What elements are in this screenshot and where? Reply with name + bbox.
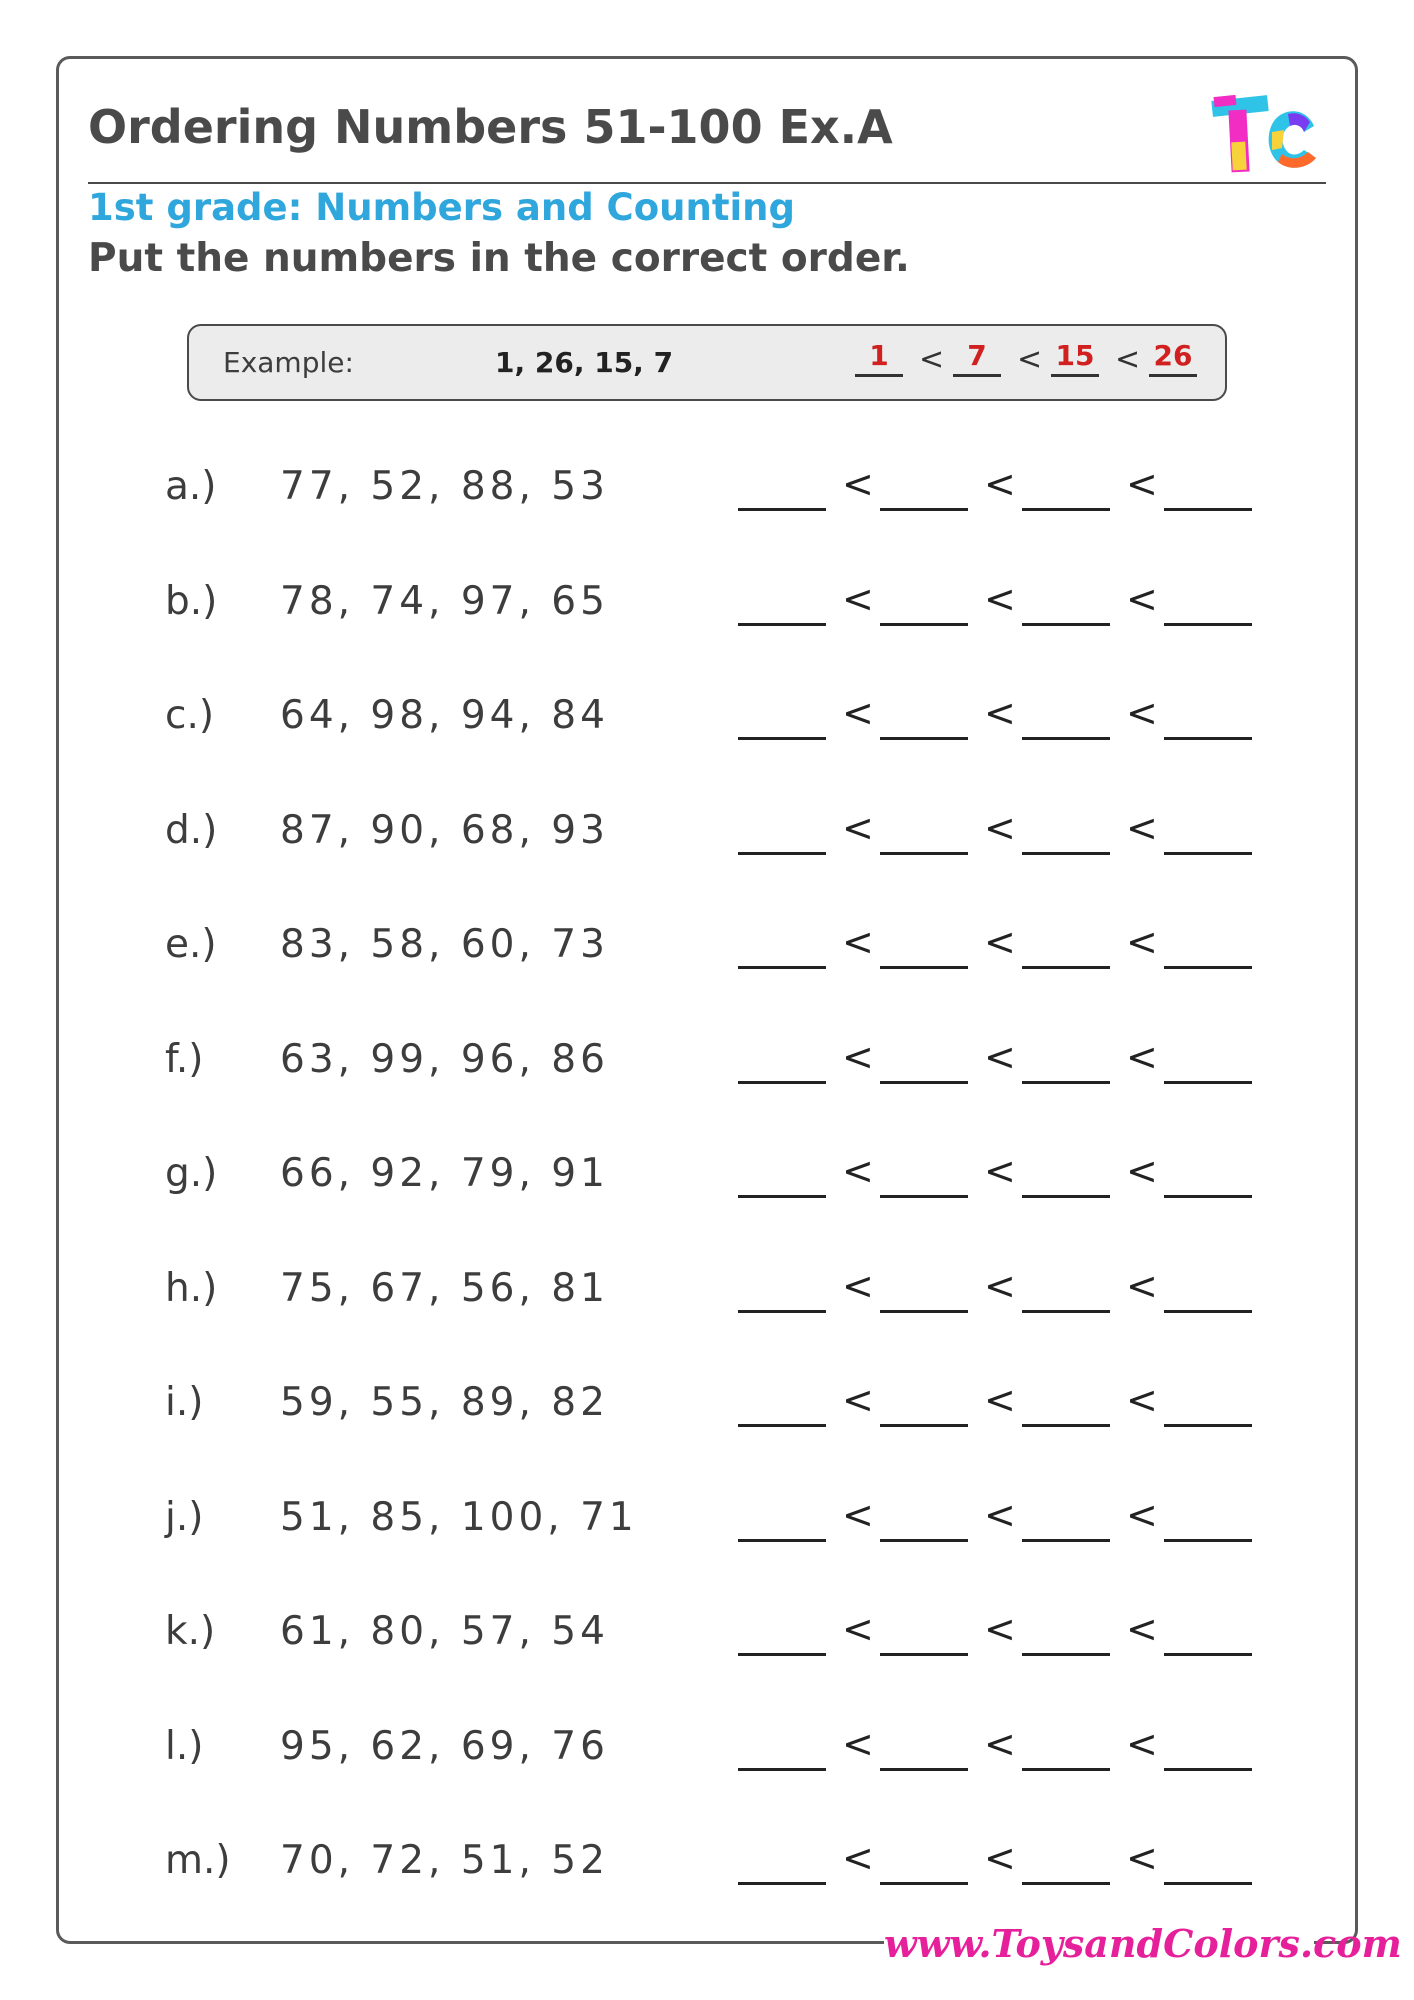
less-than-sign: < [1126, 1149, 1158, 1193]
instruction-text: Put the numbers in the correct order. [88, 236, 910, 281]
problem-numbers: 61, 80, 57, 54 [280, 1609, 609, 1654]
answer-blank[interactable] [1022, 623, 1110, 626]
less-than-sign: < [842, 920, 874, 964]
less-than-sign: < [1126, 691, 1158, 735]
answer-blank[interactable] [738, 623, 826, 626]
less-than-sign: < [842, 1721, 874, 1766]
problem-numbers: 87, 90, 68, 93 [280, 807, 609, 853]
answer-blank[interactable] [1164, 1653, 1252, 1656]
answer-blank[interactable] [1022, 1081, 1110, 1084]
answer-blank[interactable] [1164, 1768, 1252, 1771]
answer-blank[interactable] [1022, 1310, 1110, 1313]
problem-label: m.) [165, 1838, 231, 1883]
problem-numbers: 63, 99, 96, 86 [280, 1036, 609, 1082]
answer-blank[interactable] [1164, 1195, 1252, 1198]
answer-blank[interactable] [738, 737, 826, 740]
answer-blank[interactable] [738, 852, 826, 855]
example-answer: 7 [953, 338, 1001, 377]
less-than-sign: < [1126, 1034, 1158, 1079]
answer-blank[interactable] [738, 1081, 826, 1084]
example-answer: 1 [855, 338, 903, 377]
answer-blank[interactable] [1164, 966, 1252, 969]
problem-numbers: 95, 62, 69, 76 [280, 1723, 609, 1769]
example-numbers: 1, 26, 15, 7 [495, 346, 674, 379]
less-than-sign: < [984, 1034, 1016, 1079]
answer-blank[interactable] [1022, 1539, 1110, 1542]
answer-blank[interactable] [738, 966, 826, 969]
answer-blank[interactable] [738, 1424, 826, 1427]
website-footer: www.ToysandColors.com [884, 1914, 1314, 1974]
answer-blank[interactable] [1164, 1310, 1252, 1313]
answer-blank[interactable] [880, 623, 968, 626]
less-than-sign: < [842, 1149, 874, 1193]
problem-label: b.) [165, 578, 218, 624]
problem-label: i.) [165, 1380, 204, 1425]
answer-blank[interactable] [1164, 1081, 1252, 1084]
problem-row [0, 1609, 1414, 1669]
problem-label: f.) [165, 1036, 204, 1082]
less-than-sign: < [1017, 342, 1043, 377]
less-than-sign: < [984, 1149, 1016, 1193]
answer-blank[interactable] [738, 508, 826, 511]
problem-numbers: 77, 52, 88, 53 [280, 464, 609, 509]
problem-row [0, 1380, 1414, 1440]
problem-numbers: 59, 55, 89, 82 [280, 1380, 609, 1425]
problem-row [0, 464, 1414, 524]
answer-blank[interactable] [880, 1768, 968, 1771]
problem-numbers: 51, 85, 100, 71 [280, 1494, 638, 1540]
less-than-sign: < [842, 1492, 874, 1537]
less-than-sign: < [1126, 1492, 1158, 1537]
problem-label: j.) [165, 1494, 204, 1540]
problem-numbers: 78, 74, 97, 65 [280, 578, 609, 624]
problem-label: d.) [165, 807, 218, 853]
answer-blank[interactable] [1164, 737, 1252, 740]
answer-blank[interactable] [1022, 852, 1110, 855]
answer-blank[interactable] [880, 966, 968, 969]
answer-blank[interactable] [738, 1882, 826, 1885]
problem-numbers: 66, 92, 79, 91 [280, 1151, 609, 1196]
answer-blank[interactable] [738, 1653, 826, 1656]
less-than-sign: < [1126, 576, 1158, 621]
problem-numbers: 64, 98, 94, 84 [280, 693, 609, 738]
answer-blank[interactable] [738, 1539, 826, 1542]
problem-label: h.) [165, 1265, 218, 1311]
less-than-sign: < [984, 805, 1016, 850]
less-than-sign: < [1126, 805, 1158, 850]
less-than-sign: < [842, 462, 874, 506]
less-than-sign: < [1115, 342, 1141, 377]
less-than-sign: < [984, 1492, 1016, 1537]
problem-label: e.) [165, 922, 217, 967]
answer-blank[interactable] [1022, 1424, 1110, 1427]
problem-row [0, 805, 1414, 868]
answer-blank[interactable] [880, 737, 968, 740]
problem-label: k.) [165, 1609, 216, 1654]
less-than-sign: < [984, 691, 1016, 735]
less-than-sign: < [842, 576, 874, 621]
answer-blank[interactable] [880, 1882, 968, 1885]
problem-numbers: 75, 67, 56, 81 [280, 1265, 609, 1311]
problem-row [0, 693, 1414, 753]
less-than-sign: < [842, 1607, 874, 1651]
answer-blank[interactable] [1164, 1424, 1252, 1427]
problem-numbers: 83, 58, 60, 73 [280, 922, 609, 967]
problem-row [0, 1263, 1414, 1326]
answer-blank[interactable] [738, 1195, 826, 1198]
answer-blank[interactable] [1164, 508, 1252, 511]
less-than-sign: < [842, 1378, 874, 1422]
problem-row [0, 1838, 1414, 1898]
less-than-sign: < [1126, 1607, 1158, 1651]
less-than-sign: < [984, 1378, 1016, 1422]
less-than-sign: < [984, 920, 1016, 964]
answer-blank[interactable] [1164, 1539, 1252, 1542]
problem-numbers: 70, 72, 51, 52 [280, 1838, 609, 1883]
answer-blank[interactable] [880, 1081, 968, 1084]
less-than-sign: < [1126, 1378, 1158, 1422]
problem-label: a.) [165, 464, 217, 509]
answer-blank[interactable] [1022, 966, 1110, 969]
answer-blank[interactable] [1164, 852, 1252, 855]
less-than-sign: < [842, 1836, 874, 1880]
worksheet-title: Ordering Numbers 51-100 Ex.A [88, 100, 893, 154]
example-answer: 15 [1051, 338, 1099, 377]
problem-row [0, 1034, 1414, 1097]
less-than-sign: < [842, 1034, 874, 1079]
answer-blank[interactable] [880, 508, 968, 511]
answer-blank[interactable] [738, 1310, 826, 1313]
answer-blank[interactable] [1022, 1768, 1110, 1771]
less-than-sign: < [1126, 1836, 1158, 1880]
problem-row [0, 1492, 1414, 1555]
less-than-sign: < [984, 1607, 1016, 1651]
grade-subtitle: 1st grade: Numbers and Counting [88, 186, 796, 229]
answer-blank[interactable] [1022, 508, 1110, 511]
answer-blank[interactable] [1022, 737, 1110, 740]
less-than-sign: < [984, 1721, 1016, 1766]
answer-blank[interactable] [1022, 1882, 1110, 1885]
problem-row [0, 1151, 1414, 1211]
answer-blank[interactable] [880, 852, 968, 855]
less-than-sign: < [984, 462, 1016, 506]
answer-blank[interactable] [880, 1653, 968, 1656]
less-than-sign: < [842, 691, 874, 735]
less-than-sign: < [842, 805, 874, 850]
less-than-sign: < [919, 342, 945, 377]
less-than-sign: < [1126, 920, 1158, 964]
problem-label: l.) [165, 1723, 204, 1769]
problem-label: c.) [165, 693, 215, 738]
answer-blank[interactable] [1022, 1653, 1110, 1656]
answer-blank[interactable] [880, 1539, 968, 1542]
answer-blank[interactable] [880, 1195, 968, 1198]
answer-blank[interactable] [1164, 1882, 1252, 1885]
answer-blank[interactable] [880, 1424, 968, 1427]
less-than-sign: < [842, 1263, 874, 1308]
problem-row [0, 922, 1414, 982]
less-than-sign: < [984, 576, 1016, 621]
answer-blank[interactable] [1022, 1195, 1110, 1198]
less-than-sign: < [1126, 462, 1158, 506]
problem-label: g.) [165, 1151, 218, 1196]
answer-blank[interactable] [1164, 623, 1252, 626]
less-than-sign: < [1126, 1263, 1158, 1308]
answer-blank[interactable] [880, 1310, 968, 1313]
example-answer: 26 [1149, 338, 1197, 377]
answer-blank[interactable] [738, 1768, 826, 1771]
problem-row [0, 1721, 1414, 1784]
less-than-sign: < [984, 1263, 1016, 1308]
less-than-sign: < [1126, 1721, 1158, 1766]
problem-row [0, 576, 1414, 639]
example-label: Example: [223, 346, 354, 379]
less-than-sign: < [984, 1836, 1016, 1880]
